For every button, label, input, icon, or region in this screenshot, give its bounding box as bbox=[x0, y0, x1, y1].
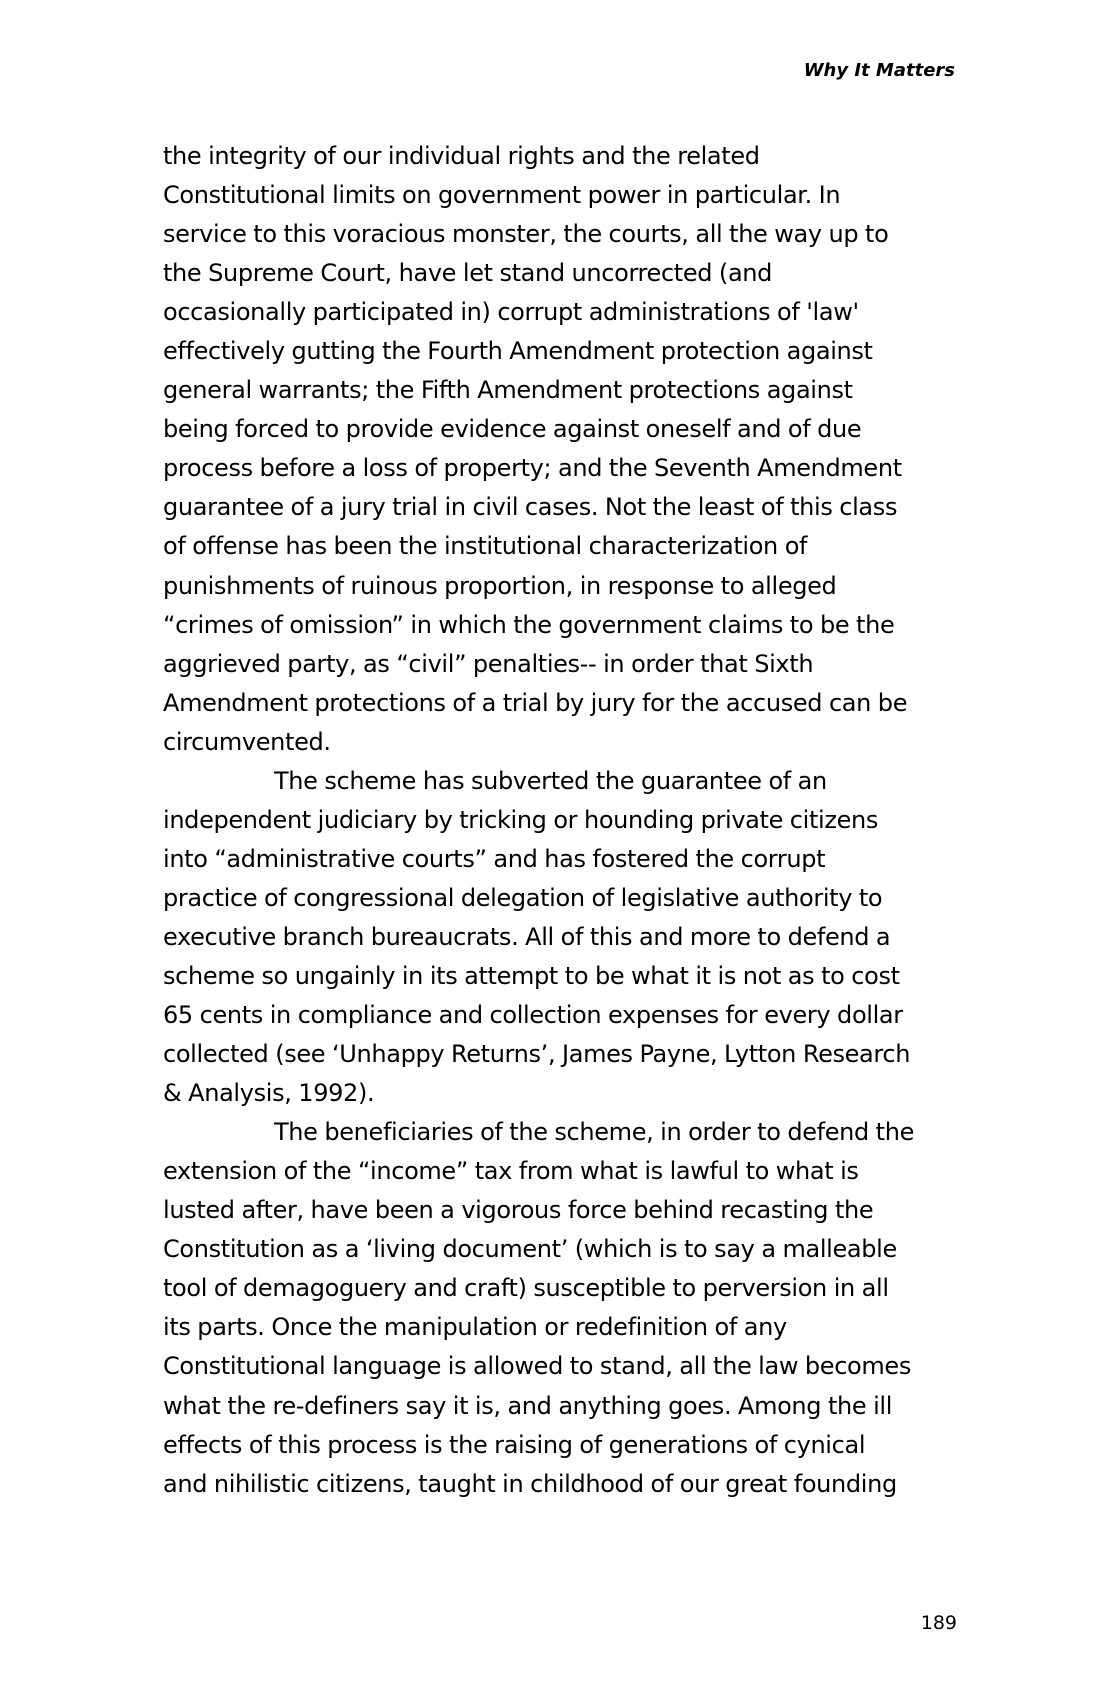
text-line: tool of demagoguery and craft) susceptible to perversion in all bbox=[163, 1274, 889, 1303]
text-line: & Analysis, 1992). bbox=[163, 1079, 375, 1108]
body-text bbox=[163, 137, 963, 1504]
text-line: Constitutional limits on government power in particular. In bbox=[163, 181, 841, 210]
text-line: punishments of ruinous proportion, in response to alleged bbox=[163, 571, 837, 600]
text-line: circumvented. bbox=[163, 727, 331, 756]
text-line-indented: The scheme has subverted the guarantee of an bbox=[274, 766, 827, 795]
text-line: and nihilistic citizens, taught in childhood of our great founding bbox=[163, 1469, 897, 1498]
text-line: lusted after, have been a vigorous force behind recasting the bbox=[163, 1196, 874, 1225]
text-line: general warrants; the Fifth Amendment protections against bbox=[163, 376, 853, 405]
text-line: aggrieved party, as “civil” penalties-- in order that Sixth bbox=[163, 649, 814, 678]
text-line: occasionally participated in) corrupt administrations of 'law' bbox=[163, 298, 859, 327]
text-line: practice of congressional delegation of legislative authority to bbox=[163, 883, 883, 912]
text-line: effectively gutting the Fourth Amendment protection against bbox=[163, 337, 873, 366]
text-line: extension of the “income” tax from what is lawful to what is bbox=[163, 1157, 859, 1186]
text-line: Constitution as a ‘living document’ (which is to say a malleable bbox=[163, 1235, 897, 1264]
text-line: 65 cents in compliance and collection expenses for every dollar bbox=[163, 1001, 903, 1030]
paragraph-1 bbox=[163, 137, 963, 762]
text-line: executive branch bureaucrats. All of this and more to defend a bbox=[163, 922, 891, 951]
text-line: collected (see ‘Unhappy Returns’, James Payne, Lytton Research bbox=[163, 1040, 911, 1069]
text-line: its parts. Once the manipulation or redefinition of any bbox=[163, 1313, 787, 1342]
text-line: being forced to provide evidence against oneself and of due bbox=[163, 415, 862, 444]
text-line: what the re-definers say it is, and anything goes. Among the ill bbox=[163, 1391, 893, 1420]
text-line: service to this voracious monster, the courts, all the way up to bbox=[163, 220, 889, 249]
text-line: scheme so ungainly in its attempt to be what it is not as to cost bbox=[163, 961, 900, 990]
paragraph-2 bbox=[163, 762, 963, 1113]
text-line: into “administrative courts” and has fostered the corrupt bbox=[163, 844, 826, 873]
page-number: 189 bbox=[920, 1612, 957, 1634]
text-line: of offense has been the institutional characterization of bbox=[163, 532, 808, 561]
text-line: “crimes of omission” in which the government claims to be the bbox=[163, 610, 895, 639]
text-line-indented: The beneficiaries of the scheme, in order to defend the bbox=[274, 1118, 915, 1147]
text-line: the integrity of our individual rights and the related bbox=[163, 142, 760, 170]
text-line: the Supreme Court, have let stand uncorrected (and bbox=[163, 259, 773, 288]
text-line: process before a loss of property; and the Seventh Amendment bbox=[163, 454, 902, 483]
text-line: Amendment protections of a trial by jury for the accused can be bbox=[163, 688, 908, 717]
running-header: Why It Matters bbox=[803, 60, 955, 81]
paragraph-3 bbox=[163, 1113, 963, 1503]
text-line: effects of this process is the raising of generations of cynical bbox=[163, 1430, 866, 1459]
text-line: independent judiciary by tricking or hounding private citizens bbox=[163, 805, 879, 834]
text-line: Constitutional language is allowed to stand, all the law becomes bbox=[163, 1352, 911, 1381]
text-line: guarantee of a jury trial in civil cases. Not the least of this class bbox=[163, 493, 898, 522]
